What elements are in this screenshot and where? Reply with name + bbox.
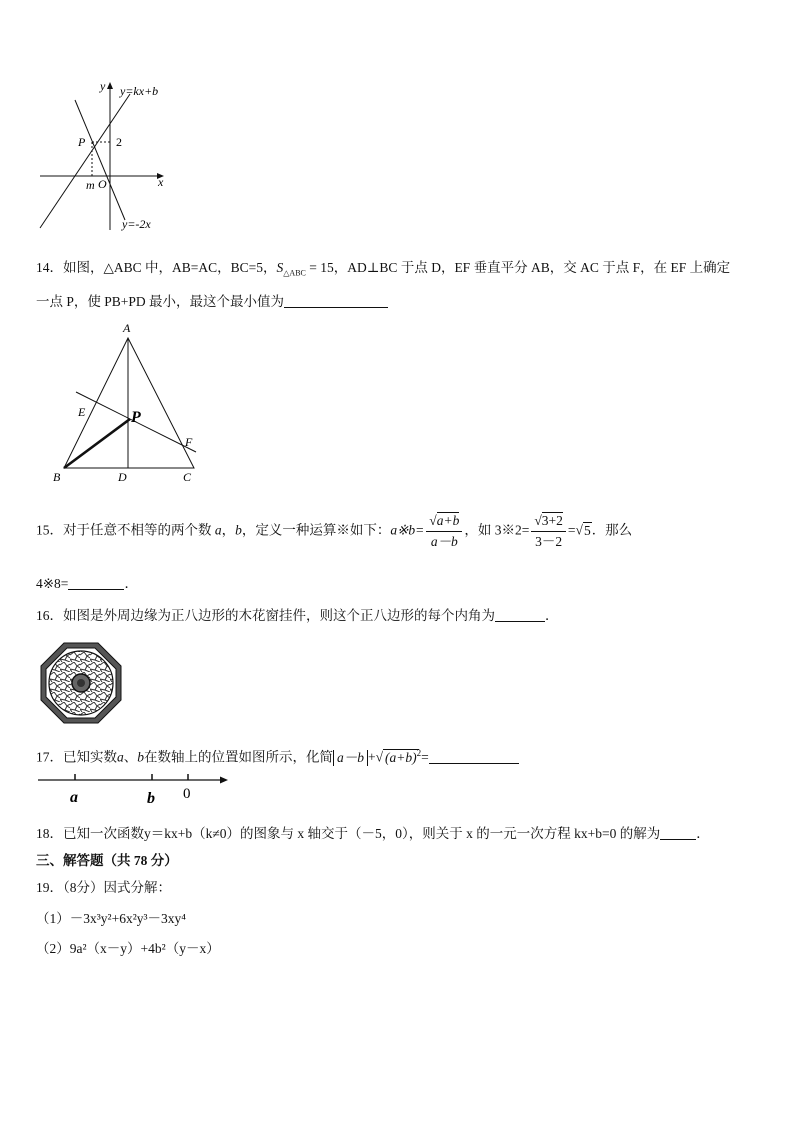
q17-plus: + bbox=[368, 749, 376, 765]
q14-text-b: = 15，AD⊥BC 于点 D，EF 垂直平分 AB，交 AC 于点 F，在 EF 上确定 bbox=[305, 260, 731, 275]
center-dot bbox=[77, 679, 85, 687]
q16-text: 16．如图是外周边缘为正八边形的木花窗挂件，则这个正八边形的每个内角为 bbox=[36, 608, 495, 623]
q14-s-sub: △ABC bbox=[283, 268, 306, 278]
label-o: O bbox=[98, 177, 107, 191]
q15-def-left: a※b= bbox=[390, 522, 425, 538]
triangle-abc bbox=[64, 338, 194, 468]
q18-end: ． bbox=[696, 826, 710, 841]
q15-comma: ， bbox=[221, 522, 236, 538]
q17-a: a bbox=[117, 749, 124, 765]
label-a: A bbox=[123, 321, 131, 335]
q16-answer-blank[interactable] bbox=[495, 608, 545, 622]
q17-abs-expr: a－b bbox=[333, 750, 368, 766]
q17-mid: 在数轴上的位置如图所示，化简 bbox=[144, 749, 333, 765]
q14-line2 bbox=[36, 290, 388, 310]
number-line-arrow bbox=[220, 777, 228, 784]
q17-eq: = bbox=[421, 749, 429, 765]
q19-part2: （2）9a²（x－y）+4b²（y－x） bbox=[36, 941, 220, 956]
label-line2: y=-2x bbox=[122, 217, 151, 231]
q17-b: b bbox=[137, 749, 144, 765]
number-line bbox=[36, 770, 236, 810]
q17-prefix: 17．已知实数 bbox=[36, 749, 117, 765]
q17-exp: 2 bbox=[416, 748, 422, 758]
label-2: 2 bbox=[116, 135, 122, 149]
q14-text-line2: 一点 P，使 PB+PD 最小，最这个最小值为 bbox=[36, 294, 285, 309]
label-m: m bbox=[86, 178, 95, 192]
label-f: F bbox=[185, 435, 193, 449]
q15-fraction-def: $\frac{√a+b}{a-b}$ bbox=[426, 512, 462, 551]
axis-label-0: 0 bbox=[183, 786, 191, 802]
q15-den1: a－b bbox=[430, 534, 458, 549]
q15-end: ． bbox=[124, 576, 138, 591]
line-kx-plus-b bbox=[40, 94, 130, 228]
q16-end: ． bbox=[545, 608, 559, 623]
q19-title: 19．（8分）因式分解： bbox=[36, 880, 171, 895]
q15-line1: 15．对于任意不相等的两个数 a，b，定义一种运算※如下：a※b= $\frac{√a+b}{a-b}$ ，如 3※2= $\frac{√3+2}{3-2}$ =√5．那么 bbox=[36, 513, 633, 549]
q15-equals: = bbox=[567, 522, 576, 538]
segment-pb bbox=[64, 419, 130, 468]
q15-den2: 3－2 bbox=[535, 534, 563, 549]
linear-function-graph bbox=[30, 78, 180, 238]
q18-text: 18．已知一次函数y＝kx+b（k≠0）的图象与 x 轴交于（－5，0），则关于 x 的一元一次方程 kx+b=0 的解为 bbox=[36, 826, 661, 841]
q15-b: b bbox=[235, 522, 242, 538]
label-b: B bbox=[53, 470, 61, 484]
label-line1: y=kx+b bbox=[120, 84, 159, 98]
q15-num2: 3+2 bbox=[541, 513, 563, 528]
q15-line2-text: 4※8= bbox=[36, 576, 69, 591]
q14-text-a: 14．如图，△ABC 中，AB=AC，BC=5， bbox=[36, 260, 277, 275]
q15-result: 5 bbox=[583, 522, 591, 538]
q15-num1: a+b bbox=[436, 513, 460, 528]
label-d: D bbox=[118, 470, 127, 484]
line-minus-2x bbox=[75, 100, 125, 220]
label-c: C bbox=[183, 470, 192, 484]
q19-part1: （1）－3x³y²+6x²y³－3xy⁴ bbox=[36, 911, 187, 926]
q15-example: ，如 3※2= bbox=[464, 522, 530, 538]
label-p: P bbox=[78, 135, 86, 149]
q15-a: a bbox=[214, 522, 222, 538]
q18-answer-blank[interactable] bbox=[660, 826, 696, 840]
label-e: E bbox=[78, 405, 86, 419]
q18-line bbox=[36, 822, 710, 842]
q15-prefix: 15．对于任意不相等的两个数 bbox=[36, 522, 215, 538]
label-x: x bbox=[158, 175, 164, 189]
label-y: y bbox=[100, 79, 106, 93]
q14-s-label: S bbox=[276, 260, 284, 275]
q15-mid: ，定义一种运算※如下： bbox=[241, 522, 391, 538]
octagon-window-figure bbox=[40, 642, 122, 724]
q17-line: 17．已知实数a、b在数轴上的位置如图所示，化简 a－b +√ $(a+b)^2=$ bbox=[36, 744, 519, 767]
q14-line1 bbox=[36, 256, 730, 278]
y-axis-arrow bbox=[107, 82, 113, 89]
q15-tail: ．那么 bbox=[591, 522, 633, 538]
q16-line bbox=[36, 604, 559, 624]
q17-sep: 、 bbox=[123, 749, 138, 765]
q17-answer-blank[interactable] bbox=[429, 750, 519, 764]
axis-label-b: b bbox=[147, 790, 155, 807]
q14-answer-blank[interactable] bbox=[284, 294, 388, 308]
section3-title: 三、解答题（共 78 分） bbox=[36, 853, 178, 868]
label-p: P bbox=[131, 409, 141, 426]
axis-label-a: a bbox=[70, 789, 78, 806]
q15-answer-blank[interactable] bbox=[68, 576, 124, 590]
q15-line2 bbox=[36, 572, 138, 592]
triangle-figure bbox=[48, 318, 208, 490]
q15-fraction-example: $\frac{√3+2}{3-2}$ bbox=[531, 512, 566, 551]
q17-sqrt-expr: (a+b) bbox=[385, 749, 417, 765]
